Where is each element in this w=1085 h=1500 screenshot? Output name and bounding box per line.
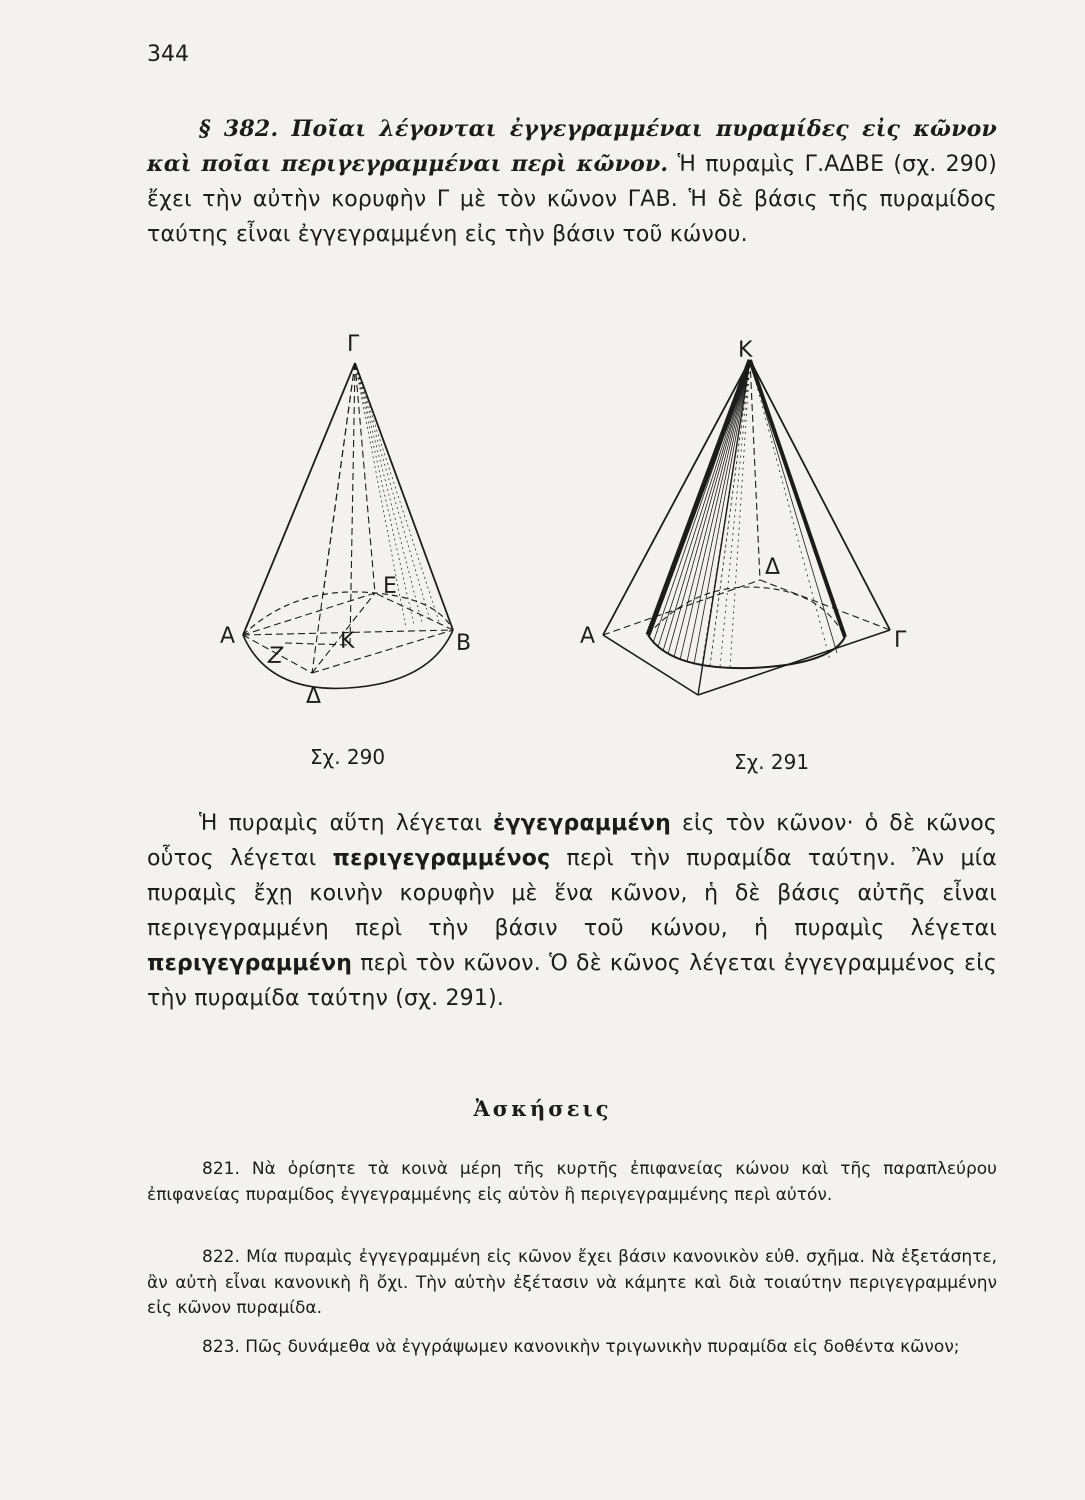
label-zeta: Ζ [268,644,284,669]
caption-fig-291: Σχ. 291 [734,750,810,774]
label-kappa: Κ [340,629,355,654]
exercise-823: 823. Πῶς δυνάμεθα νὰ ἐγγράψωμεν κανονικὴν τριγωνικὴν πυραμίδα εἰς δοθέντα κῶνον; [202,1337,960,1357]
cone-edge-right [355,363,453,630]
label-epsilon: Ε [383,574,397,599]
para2-part3: περὶ τὴν πυραμίδα ταύτην. Ἂν μία πυραμὶς ἔχῃ κοινὴν κορυφὴν μὲ ἕνα κῶνον, ἡ δὲ βάσις αὐτῆς εἶναι περιγεγραμμένη περὶ τὴν βάσιν τοῦ κώνου, ἡ πυραμὶς λέγεται [147,846,997,941]
page-number: 344 [147,42,189,67]
para2-part4: περὶ τὸν κῶνον. Ὁ δὲ κῶνος λέγεται ἐγγεγραμμένος εἰς τὴν πυραμίδα ταύτην (σχ. 291). [147,951,997,1011]
para2-part2: εἰς τὸν κῶνον· ὁ δὲ κῶνος οὗτος λέγεται [147,811,997,871]
section-heading: § 382. Ποῖαι λέγονται ἐγγεγραμμέναι πυραμίδες εἰς κῶνον καὶ ποῖαι περιγεγραμμέναι περὶ κῶνον. [147,116,997,177]
label-beta: Β [456,631,472,656]
label-kappa: Κ [738,338,753,363]
definition-paragraph [147,806,997,1016]
section-body: Ἡ πυραμὶς Γ.ΑΔΒΕ (σχ. 290) ἔχει τὴν αὐτὴν κορυφὴν Γ μὲ τὸν κῶνον ΓΑΒ. Ἡ δὲ βάσις τῆς πυραμίδος ταύτης εἶναι ἐγγεγραμμένη εἰς τὴν βάσιν τοῦ κώνου. [147,152,997,247]
pyramid-edge-back [750,360,760,580]
label-gamma: Γ [347,332,360,357]
term-inscribed: ἐγγεγραμμένη [493,811,672,836]
exercise-822: 822. Μία πυραμὶς ἐγγεγραμμένη εἰς κῶνον ἔχει βάσιν κανονικὸν εὐθ. σχῆμα. Νὰ ἐξετάσητε, ἂν αὐτὴ εἶναι κανονικὴ ἢ ὄχι. Τὴν αὐτὴν ἐξέτασιν νὰ κάμητε καὶ διὰ τοιαύτην περιγεγραμμένην εἰς κῶνον πυραμίδα. [147,1247,997,1318]
cone-base-front [648,635,845,668]
figure-291 [580,338,907,695]
pyramid-edges [243,363,453,673]
exercise-821: 821. Νὰ ὁρίσητε τὰ κοινὰ μέρη τῆς κυρτῆς ἐπιφανείας κώνου καὶ τῆς παραπλεύρου ἐπιφανείας πυραμίδος ἐγγεγραμμένης εἰς αὐτὸν ἢ περιγεγραμμένης περὶ αὐτόν. [147,1159,997,1205]
pyramid-base-back-right [760,580,890,630]
cone-base-back [648,587,845,637]
term-circumscribed-cone: περιγεγραμμένος [332,846,551,871]
caption-fig-290: Σχ. 290 [310,745,386,769]
label-gamma: Γ [894,628,907,653]
label-alpha: Α [580,624,596,649]
label-alpha: Α [220,624,236,649]
exercises-title: Ἀσκήσεις [473,1096,612,1121]
label-delta: Δ [306,684,322,709]
label-delta: Δ [765,555,781,580]
pyramid-edge-right [750,360,890,630]
cone-shading [653,360,837,668]
pyramid-base-front-right [698,630,890,695]
figures [190,325,930,795]
cone-shading [355,363,440,628]
term-circumscribed-pyramid: περιγεγραμμένη [147,951,353,976]
figure-290 [220,332,471,709]
section-382-paragraph [147,112,997,252]
cone-edge-left [243,363,355,635]
para2-part1: Ἡ πυραμὶς αὕτη λέγεται [199,811,494,836]
